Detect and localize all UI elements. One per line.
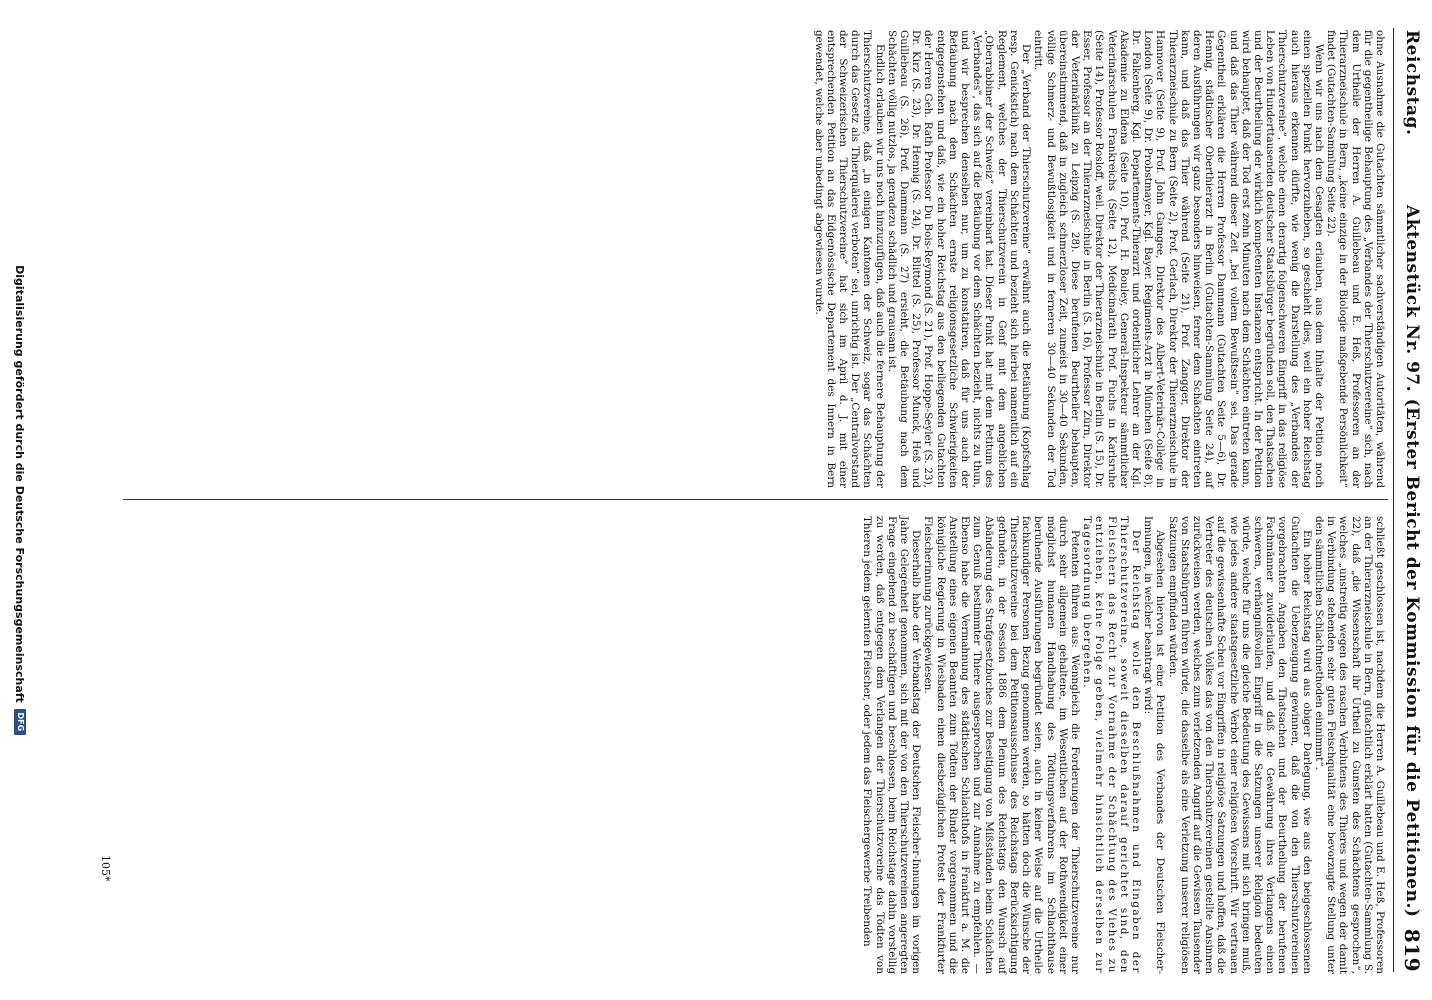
- dfg-logo-icon: DFG: [14, 709, 26, 735]
- paragraph: Ein hoher Reichstag wird aus obiger Darlegung, wie aus den beigeschlossenen Gutachten die Ueberzeugung gewinnen, daß die von den Thierschutzvereinen vorgebrachten Angaben den Thatsachen und der Beurtheilung der berufenen Fachmänner zuwiderlaufen, und daß die Gewährung ihres Verlangens einen schweren, verhängnißvollen Eingriff in die Satzungen unserer Religion bedeuten würde, welche für uns die gleiche Bedeutung des Gewissens mit sich bringen muß, wie jedes andere staatsgesetzliche Verbot einer religiösen Vorschrift. Wir vertrauen auf die gewissenhafte Scheu vor Eingriffen in religiöse Satzungen und hoffen, daß die Vertreter des deutschen Volkes das von den Thierschutzvereinen gestellte Ansinnen zurückweisen werden, welches zum verletzenden Angriff auf die Gewissen Tausender von Staatsbürgern führen würde, die dasselbe als eine Verletzung unserer religiösen Satzungen empfinden würden.: [1166, 516, 1313, 974]
- header-rule: [1393, 28, 1394, 972]
- left-column: [812, 30, 1386, 488]
- digitization-footer: [10, 0, 30, 1000]
- paragraph: Petenten führen aus: Wenngleich die Forderungen der Thierschutzvereine nur durch sehr allgemein gehaltene, im Wesentlichen auf der Rothwendigkeit einer möglichst humanen Handhabung des Tödtungsverfahrens im Schlachthause beruhende Ausführungen begründet seien, auch in keiner Weise auf die Urtheile fachkundiger Personen Bezug genommen werden, so hätten doch die Wünsche der Thierschutzvereine bei dem Petitionsausschusse des Reichstags Berücksichtigung gefunden, in der Session 1886 dem Plenum des Reichstags den Wunsch auf Abänderung des Strafgesetzbuches zur Beseitigung von Mißständen beim Schächten zum Genuß bestimmter Thiere ausgesprochen und zur Annahme zu empfehlen. — Ebenso habe die Vermahnung des städtischen Schlachthofs in Frankfurt a. M. die Anstellung eines eigenen Beamten zum Tödten der Rinder vorgenommen und die königliche Regierung in Wiesbaden einen diesbezüglichen Protest der Frankfurter Fleischerinnung zurückgewiesen.: [922, 516, 1081, 974]
- paragraph: Abgesehen hiervon ist eine Petition des Verbandes der Deutschen Fleischer-Innungen, in welcher beantragt wird:: [1142, 516, 1167, 974]
- page-number: 819: [1400, 928, 1424, 972]
- footer-text: Digitalisierung gefördert durch die Deutsche Forschungsgemeinschaft: [13, 265, 27, 703]
- sheet-number: 105*: [99, 855, 112, 882]
- paragraph: Endlich erlauben wir uns noch hinzuzufügen, daß auch die fernere Behauptung der Thierschutzvereine, daß „in einigen Kantonen der Schweiz, sogar das Schächten durch das Gesetz als Thierquälerei verboten“ sei, unrichtig ist. Der „Centralvorstand der Schweizerischen Thierschutzvereine“ hat sich im April d. J. mit einer entsprechenden Petition an das Eidgenössische Departement des Innern in Bern gewendet, welche aber unbedingt abgewiesen wurde.: [812, 30, 886, 488]
- petition-quote: Der Reichstag wolle den Beschlußnahmen und Eingaben der Thierschutzvereine, soweit dieselben darauf gerichtet sind, den Fleischern das Recht zur Vornahme der Schächtung des Viehes zu entziehen, keine Folge geben, vielmehr hinsichtlich derselben zur Tagesordnung übergehen.: [1081, 516, 1142, 974]
- paragraph: Der „Verband der Thierschutzvereine“ erwähnt auch die Betäubung (Kopfschlag resp. Genickstich) nach dem Schächten und bezieht sich hierbei namentlich auf ein Reglement, welches der Thierschutzverein in Genf mit dem angeblichen „Oberrabbiner der Schweiz“ vereinbart hat. Dieser Punkt hat mit dem Petitum des „Verbandes“, das sich auf die Betäubung vor dem Schächten bezieht, nichts zu thun, und wir besprechen denselben nur, um zu konstatiren, daß für uns auch der Betäubung nach dem Schächten ernste religionsgesetzliche Schwierigkeiten entgegenstehen und daß, wie ein hoher Reichstag aus den beiliegenden Gutachten der Herren Geh. Rath Professor Du Bois-Reymond (S. 21), Prof. Hoppe-Seyler (S. 23), Dr. Kirz (S. 23), Dr. Hennig (S. 24), Dr. Blittel (S. 25), Professor Munck, Heß und Guillebeau (S. 26), Prof. Dammann (S. 27) ersieht, die Betäubung nach dem Schächten völlig nutzlos, ja geradezu schädlich und grausam ist.: [885, 30, 1033, 488]
- header-document-title: Aktenstück Nr. 97. (Erster Bericht der Kommission für die Petitionen.): [1402, 205, 1422, 918]
- page-header: [1398, 30, 1426, 972]
- paragraph: Dieserhalb habe der Verbandstag der Deutschen Fleischer-Innungen im vorigen Jahre Gelegenheit genommen, sich mit der von den Thierschutzvereinen angeregten Frage eingehend zu beschäftigen und beschlossen, beim Reichstage dahin vorstellig zu werden, daß entgegen dem Verlangen der Thierschutzvereine das Tödten von Thieren jedem gelernten Fleischer, oder jedem das Fleischergewerbe Treibenden: [861, 516, 923, 974]
- paragraph: ohne Ausnahme die Gutachten sämmtlicher sachverständigen Autoritäten, während für die gegentheilige Behauptung des „Verbandes der Thierschutzvereine“ sich, nach dem Urtheile der Herren A. Guillebeau und E. Heß, Professoren an der Thierarzneischule in Bern, „keine einzige in der Biologie maßgebende Persönlichkeit“ findet (Gutachten-Sammlung Seite 22).: [1325, 30, 1386, 488]
- paragraph: Wenn wir uns nach dem Gesagten erlauben, aus dem Inhalte der Petition noch einen speziellen Punkt hervorzuheben, so geschieht dies, weil ein hoher Reichstag auch hieraus erkennen dürfte, wie wenig die Darstellung des „Verbandes der Thierschutzvereine“, welche einen derartig folgenschweren Eingriff in das religiöse Leben von Hunderttausenden deutscher Staatsbürger begründen soll, den Thatsachen und der Beurtheilung der wirklich kompetenten Instanzen entspricht. In der Petition wird behauptet, daß der Tod erst zehn Minuten nach dem Schächten eintreten kann, und daß das Thier während dieser Zeit „bei vollem Bewußtsein“ sei. Das gerade Gegentheil erklären die Herren Professor Dammann (Gutachten Seite 5—6), Dr. Hennig, städtischer Oberthierarzt in Berlin (Gutachten-Sammlung Seite 24), auf deren Ausführungen wir ganz besonders hinweisen, ferner dem Schächten eintreten kann, und daß das Thier während (Seite 21), Prof. Zangger, Direktor der Thierarzneischule zu Bern (Seite 2), Prof. Gerlach, Direktor der Thierarzneischule in Hannover (Seite 9), Prof. John Gamgee, Direktor des Albert-Veterinär-Collège in London (Seite 9), Dr. Probstmayer, Kgl. Bayer. Regiments-Arzt in München (Seite 8), Dr. Falkenberg, Kgl. Departements-Thierarzt und ordentlicher Lehrer an der Kgl. Akademie zu Eldena (Seite 10), Prof. H. Bouley, General-Inspekteur sämmtlicher Veterinärschulen Frankreichs (Seite 12), Medicinalrath Prof. Fuchs in Karlsruhe (Seite 14), Professor Rosloff, weil. Direktor der Thierarzneischule in Berlin (S. 15), Dr. Esser, Professor an der Thierarzneischule in Berlin (S. 16), Professor Zürn, Direktor der Veterinärklinik zu Leipzig (S. 28). Diese berufenen Beurtheiler behaupten, übereinstimmend, daß in zugleich schmerzloser Zeit, zumeist in 30—40 Sekunden, völlige Schmerz- und Bewußtlosigkeit und in ferneren 30—40 Sekunden der Tod eintritt.: [1032, 30, 1325, 488]
- paragraph: schließt geschlossen ist, nachdem die Herren A. Guillebeau und E. Heß, Professoren an der Thierarzneischule in Bern, gutachtlich erklärt hatten (Gutachten-Sammlung S. 22), daß „die Wissenschaft ihr Urtheil zu Gunsten des Schächtens gesprochen“, welches „unstreitig wegen des raschen Verblutens des Thieres und wegen der damit in Verbindung stehenden sehr guten Fleischqualität eine bevorzugte Stellung unter den sämmtlichen Schlachtmethoden einnimmt“.: [1312, 516, 1386, 974]
- right-column: [861, 516, 1386, 974]
- column-divider: [123, 499, 1388, 500]
- header-title: Reichstag.: [1402, 30, 1422, 136]
